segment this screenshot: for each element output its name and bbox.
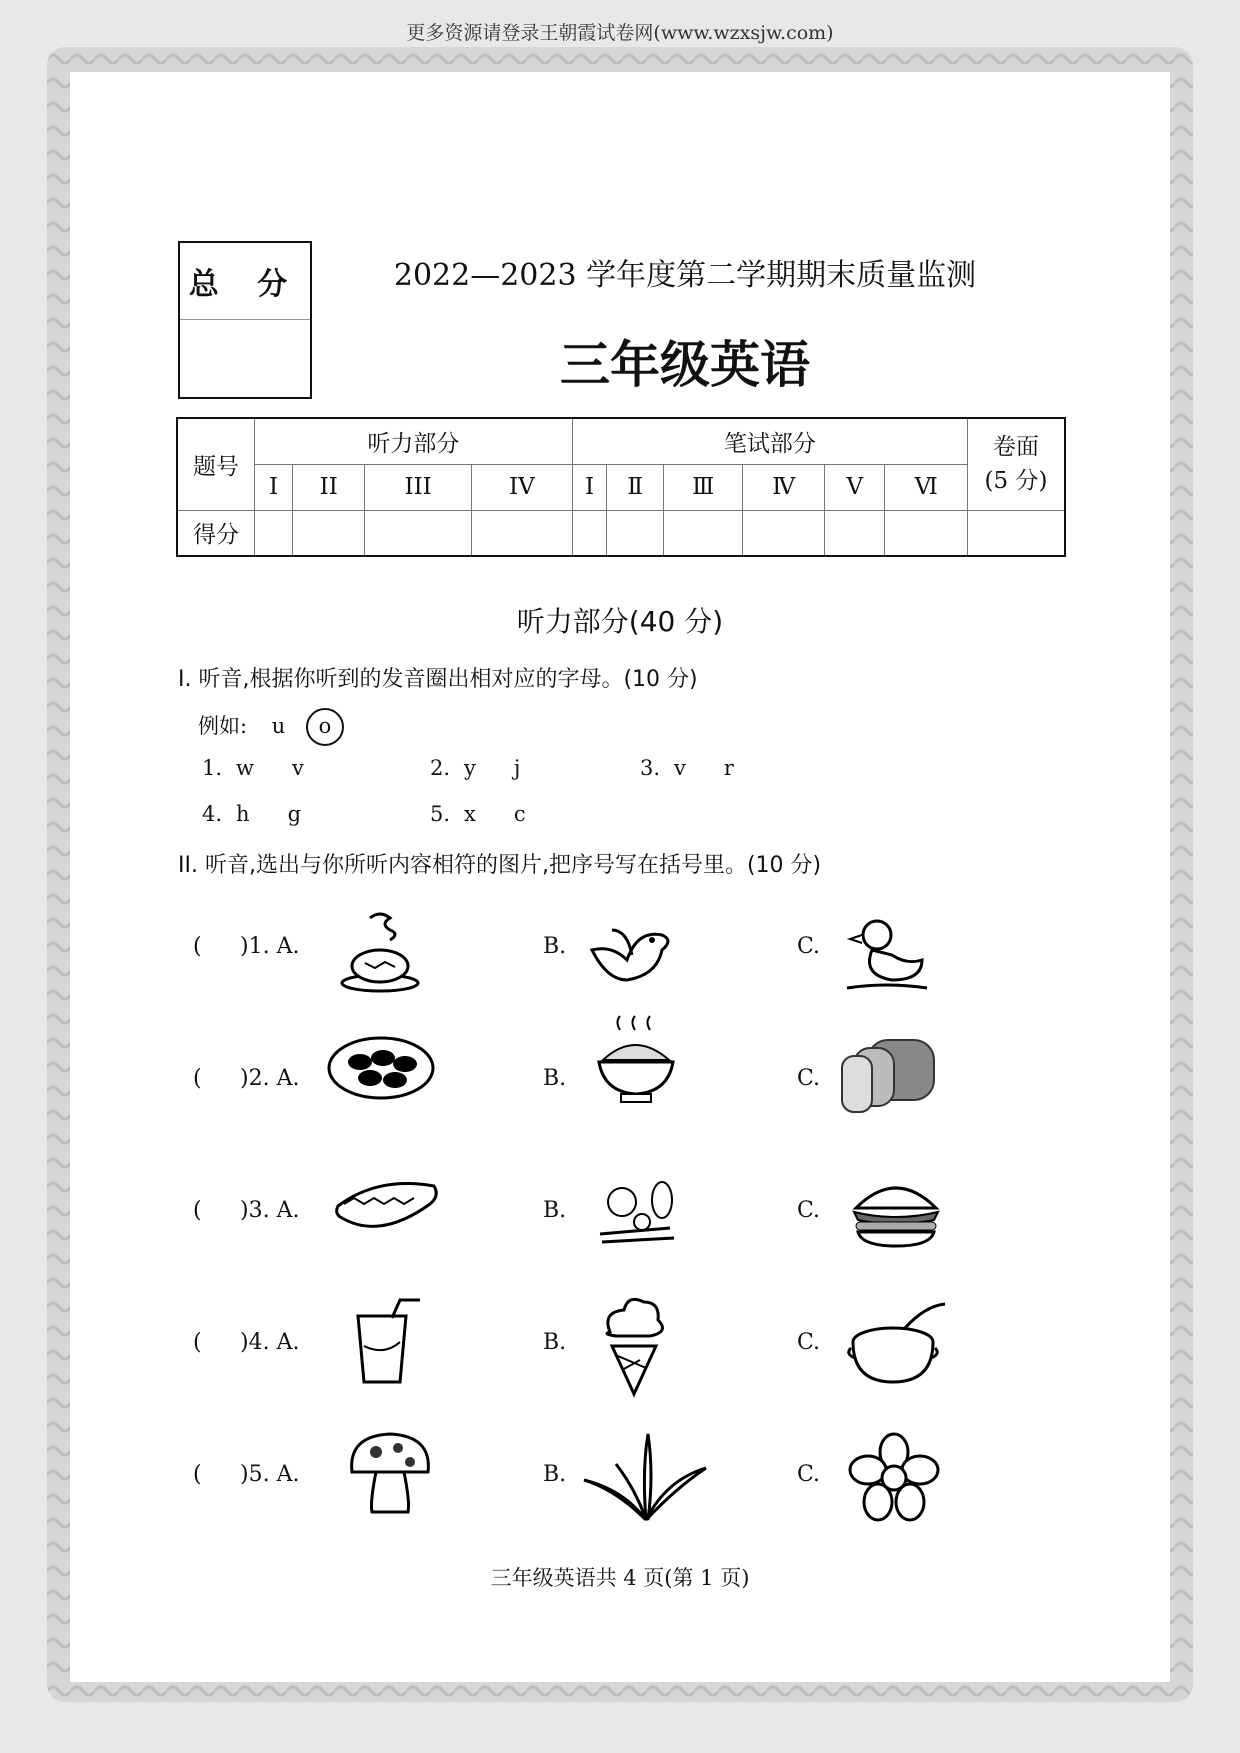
letter-item[interactable]	[430, 802, 526, 826]
letter-item[interactable]	[640, 756, 734, 780]
answer-paren[interactable]: (	[193, 1462, 202, 1487]
letter-option[interactable]: y	[464, 756, 476, 780]
option-a-label: )4. A.	[240, 1330, 300, 1355]
flower-icon[interactable]	[848, 1432, 940, 1524]
item-number: 5.	[430, 802, 451, 826]
total-score-label: 总 分	[180, 243, 310, 320]
option-a-label: )3. A.	[240, 1198, 300, 1223]
score-cell[interactable]	[607, 510, 664, 556]
col-writing-4: Ⅳ	[743, 464, 825, 510]
row-header-question: 题号	[177, 418, 255, 510]
score-cell[interactable]	[365, 510, 472, 556]
writing-header: 笔试部分	[572, 418, 967, 464]
item-number: 3.	[640, 756, 661, 780]
question-2-title: II. 听音,选出与你所听内容相符的图片,把序号写在括号里。(10 分)	[178, 853, 822, 878]
appearance-header	[968, 418, 1066, 510]
letter-item[interactable]	[202, 756, 304, 780]
listening-header: 听力部分	[255, 418, 573, 464]
letter-option[interactable]: v	[292, 756, 304, 780]
item-number: 4.	[202, 802, 223, 826]
score-cell[interactable]	[471, 510, 572, 556]
option-b-label: B.	[543, 1462, 567, 1487]
listening-section-title: 听力部分(40 分)	[516, 605, 724, 638]
hotdog-icon[interactable]	[330, 1170, 440, 1242]
example-label: 例如:	[198, 714, 248, 738]
answer-paren[interactable]: (	[193, 1066, 202, 1091]
letter-item[interactable]	[430, 756, 520, 780]
score-cell[interactable]	[664, 510, 743, 556]
example-circled-letter: o	[306, 708, 344, 746]
letter-option[interactable]: h	[236, 802, 250, 826]
score-cell[interactable]	[743, 510, 825, 556]
answer-paren[interactable]: (	[193, 1330, 202, 1355]
option-c-label: C.	[797, 934, 821, 959]
option-c-label: C.	[797, 1330, 821, 1355]
subject-title: 三年级英语	[560, 335, 810, 394]
option-c-label: C.	[797, 1198, 821, 1223]
option-b-label: B.	[543, 1066, 567, 1091]
option-b-label: B.	[543, 1330, 567, 1355]
option-b-label: B.	[543, 1198, 567, 1223]
score-table	[176, 417, 1066, 557]
letter-option[interactable]: x	[464, 802, 476, 826]
bread-icon[interactable]	[838, 1030, 942, 1116]
letter-option[interactable]: v	[674, 756, 686, 780]
letter-option[interactable]: r	[723, 756, 734, 780]
row-header-score: 得分	[177, 510, 255, 556]
roast-chicken-icon[interactable]	[335, 908, 425, 996]
rice-bowl-icon[interactable]	[595, 1012, 677, 1106]
option-c-label: C.	[797, 1462, 821, 1487]
juice-cup-icon[interactable]	[352, 1296, 432, 1386]
site-banner: 更多资源请登录王朝霞试卷网(www.wzxsjw.com)	[406, 22, 834, 44]
example-row	[198, 708, 344, 746]
letter-option[interactable]: j	[513, 756, 521, 780]
example-letter-a: u	[271, 714, 286, 738]
col-listening-2: II	[293, 464, 365, 510]
letter-option[interactable]: g	[287, 802, 302, 826]
letter-item[interactable]	[202, 802, 301, 826]
option-b-label: B.	[543, 934, 567, 959]
grass-icon[interactable]	[578, 1432, 714, 1524]
option-a-label: )2. A.	[240, 1066, 300, 1091]
total-score-blank[interactable]	[180, 320, 310, 396]
score-cell[interactable]	[255, 510, 293, 556]
col-writing-6: Ⅵ	[885, 464, 968, 510]
option-c-label: C.	[797, 1066, 821, 1091]
option-a-label: )5. A.	[240, 1462, 300, 1487]
answer-paren[interactable]: (	[193, 1198, 202, 1223]
page-footer: 三年级英语共 4 页(第 1 页)	[490, 1566, 750, 1590]
question-1-title: I. 听音,根据你听到的发音圈出相对应的字母。(10 分)	[178, 667, 698, 692]
appearance-points: (5 分)	[984, 468, 1048, 495]
mushroom-icon[interactable]	[346, 1430, 432, 1522]
score-cell[interactable]	[885, 510, 968, 556]
score-cell[interactable]	[293, 510, 365, 556]
item-number: 1.	[202, 756, 223, 780]
ice-cream-icon[interactable]	[598, 1292, 670, 1398]
option-a-label: )1. A.	[240, 934, 300, 959]
duck-icon[interactable]	[842, 910, 932, 998]
col-writing-5: Ⅴ	[825, 464, 885, 510]
score-cell[interactable]	[825, 510, 885, 556]
col-writing-3: Ⅲ	[664, 464, 743, 510]
col-listening-1: I	[255, 464, 293, 510]
score-cell[interactable]	[572, 510, 606, 556]
exam-title: 2022—2023 学年度第二学期期末质量监测	[393, 258, 977, 293]
col-writing-2: Ⅱ	[607, 464, 664, 510]
item-number: 2.	[430, 756, 451, 780]
letter-option[interactable]: c	[513, 802, 526, 826]
soup-bowl-icon[interactable]	[845, 1298, 957, 1390]
hamburger-icon[interactable]	[848, 1172, 944, 1248]
score-cell[interactable]	[968, 510, 1066, 556]
dumplings-plate-icon[interactable]	[325, 1030, 437, 1104]
letter-option[interactable]: w	[236, 756, 255, 780]
col-listening-4: IV	[471, 464, 572, 510]
col-writing-1: I	[572, 464, 606, 510]
col-listening-3: III	[365, 464, 472, 510]
answer-paren[interactable]: (	[193, 934, 202, 959]
vegetables-icon[interactable]	[592, 1172, 684, 1250]
bird-icon[interactable]	[582, 910, 678, 994]
appearance-label: 卷面	[993, 433, 1039, 460]
total-score-box	[178, 241, 312, 399]
